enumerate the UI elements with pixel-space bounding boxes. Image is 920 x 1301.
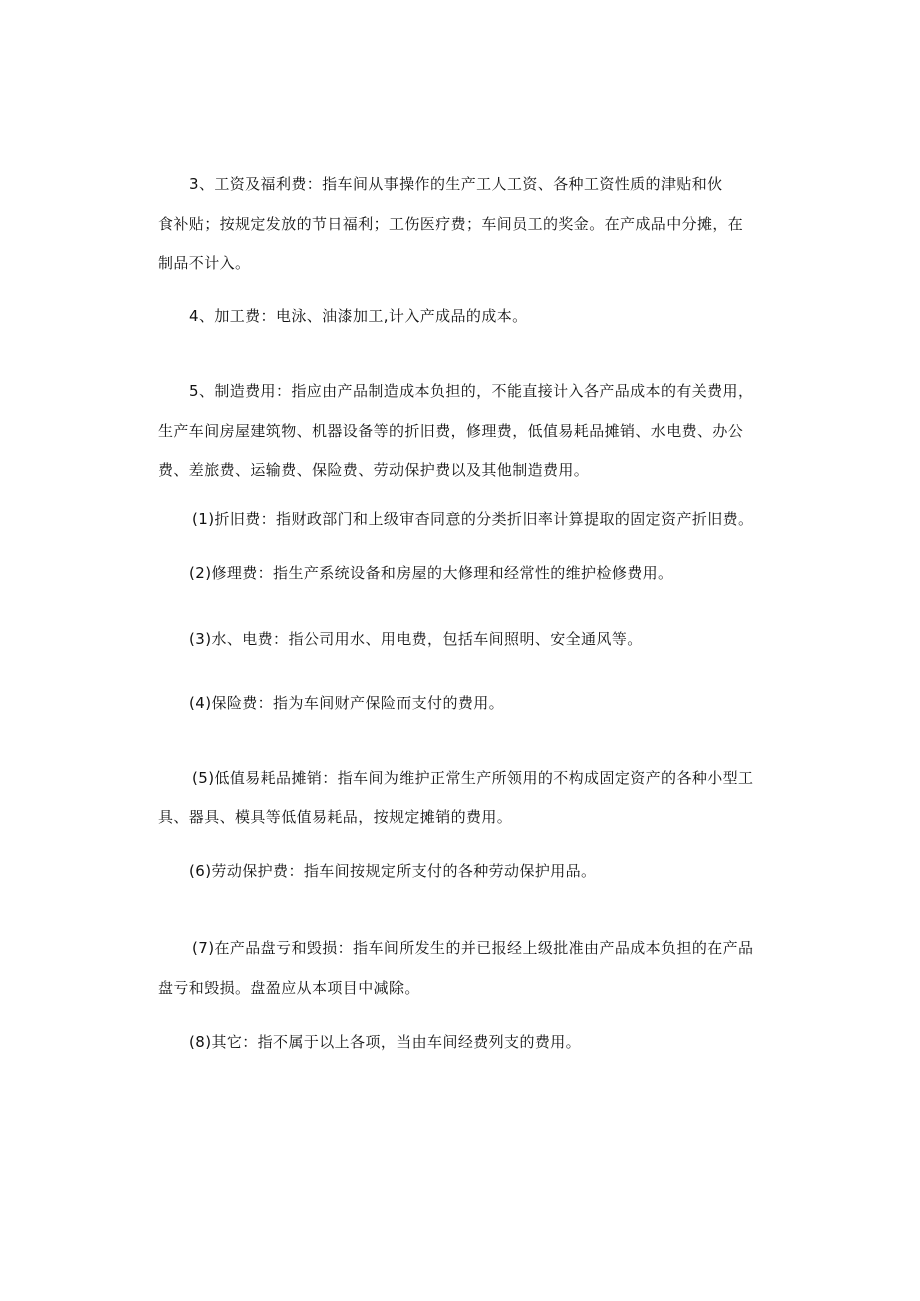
item-3-line-1: (3)水、电费：指公司用水、用电费，包括车间照明、安全通风等。 xyxy=(189,630,643,648)
item-7-line-1: (7)在产品盘亏和毁损：指车间所发生的并已报经上级批准由产品成本负担的在产品 xyxy=(192,939,754,957)
item-2-line-1: (2)修理费：指生产系统设备和房屋的大修理和经常性的维护检修费用。 xyxy=(189,564,674,582)
item-5-line-2: 具、器具、模具等低值易耗品，按规定摊销的费用。 xyxy=(158,808,513,826)
item-1-line-1: (1)折旧费：指财政部门和上级审杳同意的分类折旧率计算提取的固定资产折旧费。 xyxy=(192,510,754,528)
section-3-line-2: 食补贴；按规定发放的节日福利；工伤医疗费；车间员工的奖金。在产成品中分摊，在 xyxy=(158,215,744,233)
section-5-line-3: 费、差旅费、运输费、保险费、劳动保护费以及其他制造费用。 xyxy=(158,461,590,479)
item-5-line-1: (5)低值易耗品摊销：指车间为维护正常生产所领用的不构成固定资产的各种小型工 xyxy=(192,769,754,787)
section-4-line-1: 4、加工费：电泳、油漆加工,计入产成品的成本。 xyxy=(189,307,528,325)
section-3-line-3: 制品不计入。 xyxy=(158,254,251,272)
section-5-line-2: 生产车间房屋建筑物、机器设备等的折旧费，修理费，低值易耗品摊销、水电费、办公 xyxy=(158,422,744,440)
item-4-line-1: (4)保险费：指为车间财产保险而支付的费用。 xyxy=(189,694,505,712)
item-6-line-1: (6)劳动保护费：指车间按规定所支付的各种劳动保护用品。 xyxy=(189,862,597,880)
item-8-line-1: (8)其它：指不属于以上各项，当由车间经费列支的费用。 xyxy=(189,1033,582,1051)
section-3-line-1: 3、工资及福利费：指车间从事操作的生产工人工资、各种工资性质的津贴和伙 xyxy=(189,175,723,193)
item-7-line-2: 盘亏和毁损。盘盈应从本项目中减除。 xyxy=(158,979,420,997)
section-5-line-1: 5、制造费用：指应由产品制造成本负担的，不能直接计入各产品成本的有关费用， xyxy=(189,382,754,400)
